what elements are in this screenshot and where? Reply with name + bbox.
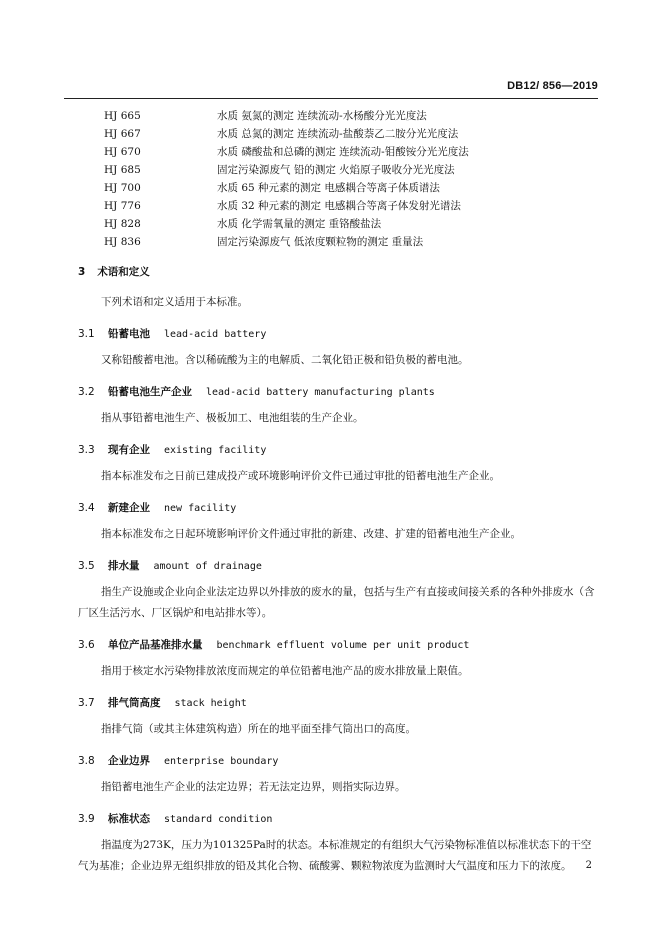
term-number: 3.2 — [78, 386, 95, 398]
term-english: standard condition — [164, 814, 273, 825]
standard-title: 水质 氨氮的测定 连续流动-水杨酸分光光度法 — [217, 110, 427, 122]
term-number: 3.9 — [78, 813, 95, 825]
term-number: 3.8 — [78, 755, 95, 767]
section-intro: 下列术语和定义适用于本标准。 — [101, 296, 248, 308]
term-heading — [78, 751, 600, 771]
standard-title: 水质 32 种元素的测定 电感耦合等离子体发射光谱法 — [217, 200, 461, 212]
term-english: stack height — [174, 698, 247, 709]
standard-code: HJ 828 — [104, 218, 141, 230]
term-number: 3.7 — [78, 697, 95, 709]
term-definition: 指温度为273K，压力为101325Pa时的状态。本标准规定的有组织大气污染物标准值以标准状态下的干空气为基准；企业边界无组织排放的铅及其化合物、硫酸雾、颗粒物浓度为监测时大气温度和压力下的浓度。 — [78, 839, 592, 872]
terms-list — [78, 324, 600, 877]
header-rule — [64, 98, 598, 99]
term-chinese: 排气筒高度 — [108, 697, 161, 709]
normative-references-list — [104, 107, 584, 251]
standard-code: HJ 685 — [104, 164, 141, 176]
standard-code: HJ 665 — [104, 110, 141, 122]
term-english: lead-acid battery manufacturing plants — [206, 387, 435, 398]
standard-code: HJ 667 — [104, 128, 141, 140]
term-english: new facility — [164, 503, 237, 514]
section-title: 术语和定义 — [97, 266, 150, 278]
standard-reference-row — [104, 215, 584, 233]
standard-code: HJ 776 — [104, 200, 141, 212]
standard-code-header: DB12/ 856—2019 — [507, 80, 598, 92]
standard-reference-row — [104, 143, 584, 161]
term-heading — [78, 809, 600, 829]
term-heading — [78, 635, 600, 655]
term-chinese: 单位产品基准排水量 — [108, 639, 203, 651]
standard-reference-row — [104, 125, 584, 143]
term-heading — [78, 382, 600, 402]
standard-title: 水质 磷酸盐和总磷的测定 连续流动-钼酸铵分光光度法 — [217, 146, 469, 158]
term-english: amount of drainage — [153, 561, 262, 572]
term-heading — [78, 556, 600, 576]
term-definition: 指用于核定水污染物排放浓度而规定的单位铅蓄电池产品的废水排放量上限值。 — [101, 665, 469, 677]
standard-title: 固定污染源废气 低浓度颗粒物的测定 重量法 — [217, 236, 424, 248]
section-number: 3 — [78, 266, 86, 278]
term-definition: 指从事铅蓄电池生产、极板加工、电池组装的生产企业。 — [101, 412, 364, 424]
standard-title: 水质 总氮的测定 连续流动-盐酸萘乙二胺分光光度法 — [217, 128, 459, 140]
term-chinese: 排水量 — [108, 560, 140, 572]
standard-title: 水质 化学需氧量的测定 重铬酸盐法 — [217, 218, 382, 230]
standard-reference-row — [104, 233, 584, 251]
term-heading — [78, 324, 600, 344]
term-english: enterprise boundary — [164, 756, 279, 767]
term-number: 3.5 — [78, 560, 95, 572]
term-heading — [78, 693, 600, 713]
standard-reference-row — [104, 197, 584, 215]
term-heading — [78, 498, 600, 518]
term-number: 3.4 — [78, 502, 95, 514]
term-definition: 指本标准发布之日前已建成投产或环境影响评价文件已通过审批的铅蓄电池生产企业。 — [101, 470, 500, 482]
terms-section — [78, 262, 600, 877]
term-heading — [78, 440, 600, 460]
standard-reference-row — [104, 161, 584, 179]
standard-reference-row — [104, 179, 584, 197]
term-english: lead-acid battery — [164, 329, 267, 340]
term-english: existing facility — [164, 445, 267, 456]
page-number: 2 — [585, 860, 592, 871]
term-chinese: 现有企业 — [108, 444, 150, 456]
term-chinese: 标准状态 — [108, 813, 150, 825]
standard-title: 固定污染源废气 铅的测定 火焰原子吸收分光光度法 — [217, 164, 455, 176]
term-definition: 指生产设施或企业向企业法定边界以外排放的废水的量，包括与生产有直接或间接关系的各种外排废水（含厂区生活污水、厂区锅炉和电站排水等）。 — [78, 586, 595, 619]
term-chinese: 铅蓄电池生产企业 — [108, 386, 192, 398]
section-heading — [78, 262, 600, 282]
standard-reference-row — [104, 107, 584, 125]
term-chinese: 新建企业 — [108, 502, 150, 514]
term-number: 3.1 — [78, 328, 95, 340]
term-chinese: 铅蓄电池 — [108, 328, 150, 340]
term-definition: 指本标准发布之日起环境影响评价文件通过审批的新建、改建、扩建的铅蓄电池生产企业。 — [101, 528, 521, 540]
term-number: 3.6 — [78, 639, 95, 651]
standard-code: HJ 836 — [104, 236, 141, 248]
term-chinese: 企业边界 — [108, 755, 150, 767]
term-definition: 指排气筒（或其主体建筑构造）所在的地平面至排气筒出口的高度。 — [101, 723, 416, 735]
term-number: 3.3 — [78, 444, 95, 456]
standard-title: 水质 65 种元素的测定 电感耦合等离子体质谱法 — [217, 182, 440, 194]
standard-code: HJ 670 — [104, 146, 141, 158]
standard-code: HJ 700 — [104, 182, 141, 194]
term-definition: 指铅蓄电池生产企业的法定边界；若无法定边界，则指实际边界。 — [101, 781, 406, 793]
term-english: benchmark effluent volume per unit product — [216, 640, 470, 651]
term-definition: 又称铅酸蓄电池。含以稀硫酸为主的电解质、二氧化铅正极和铅负极的蓄电池。 — [101, 354, 469, 366]
